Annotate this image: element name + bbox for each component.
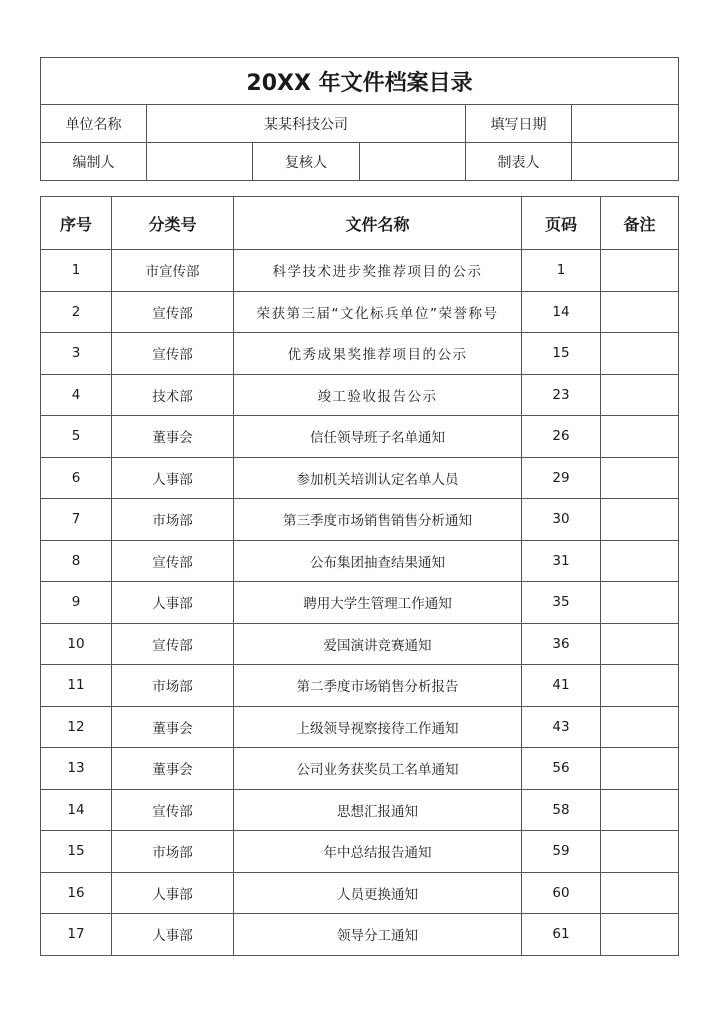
row-file-name: 参加机关培训认定名单人员 <box>234 457 522 499</box>
editor-value[interactable] <box>147 143 253 181</box>
row-category: 技术部 <box>112 374 234 416</box>
row-file-name: 第二季度市场销售分析报告 <box>234 665 522 707</box>
editor-label: 编制人 <box>41 143 147 181</box>
table-row <box>41 333 679 375</box>
table-row <box>41 706 679 748</box>
row-note[interactable] <box>601 623 679 665</box>
row-file-name: 聘用大学生管理工作通知 <box>234 582 522 624</box>
row-category: 人事部 <box>112 457 234 499</box>
row-page: 30 <box>522 499 601 541</box>
table-row <box>41 872 679 914</box>
row-page: 1 <box>522 250 601 292</box>
row-file-name: 竣工验收报告公示 <box>234 374 522 416</box>
row-note[interactable] <box>601 789 679 831</box>
row-category: 宣传部 <box>112 623 234 665</box>
row-category: 董事会 <box>112 416 234 458</box>
row-page: 59 <box>522 831 601 873</box>
row-file-name: 人员更换通知 <box>234 872 522 914</box>
row-page: 14 <box>522 291 601 333</box>
table-row <box>41 748 679 790</box>
table-row <box>41 416 679 458</box>
table-row <box>41 499 679 541</box>
column-header-file-name: 文件名称 <box>234 197 522 250</box>
file-catalog-table <box>40 196 679 956</box>
column-header-category: 分类号 <box>112 197 234 250</box>
table-row <box>41 665 679 707</box>
row-page: 60 <box>522 872 601 914</box>
row-file-name: 优秀成果奖推荐项目的公示 <box>234 333 522 375</box>
maker-value[interactable] <box>572 143 679 181</box>
row-file-name: 科学技术进步奖推荐项目的公示 <box>234 250 522 292</box>
row-category: 市宣传部 <box>112 250 234 292</box>
row-note[interactable] <box>601 831 679 873</box>
row-note[interactable] <box>601 706 679 748</box>
table-row <box>41 789 679 831</box>
row-note[interactable] <box>601 748 679 790</box>
maker-label: 制表人 <box>466 143 572 181</box>
table-row <box>41 374 679 416</box>
row-page: 23 <box>522 374 601 416</box>
row-category: 市场部 <box>112 831 234 873</box>
table-row <box>41 457 679 499</box>
header-info-table <box>40 57 679 181</box>
row-category: 宣传部 <box>112 540 234 582</box>
row-note[interactable] <box>601 291 679 333</box>
row-number: 6 <box>41 457 112 499</box>
row-page: 15 <box>522 333 601 375</box>
row-page: 29 <box>522 457 601 499</box>
row-page: 26 <box>522 416 601 458</box>
table-row <box>41 540 679 582</box>
table-row <box>41 291 679 333</box>
row-number: 11 <box>41 665 112 707</box>
row-category: 人事部 <box>112 582 234 624</box>
table-row <box>41 914 679 956</box>
row-file-name: 荣获第三届“文化标兵单位”荣誉称号 <box>234 291 522 333</box>
row-category: 市场部 <box>112 665 234 707</box>
row-file-name: 第三季度市场销售销售分析通知 <box>234 499 522 541</box>
column-header-page: 页码 <box>522 197 601 250</box>
row-category: 人事部 <box>112 872 234 914</box>
unit-name-value[interactable]: 某某科技公司 <box>147 105 466 143</box>
table-row <box>41 582 679 624</box>
row-note[interactable] <box>601 416 679 458</box>
row-number: 5 <box>41 416 112 458</box>
row-category: 市场部 <box>112 499 234 541</box>
row-file-name: 年中总结报告通知 <box>234 831 522 873</box>
row-file-name: 公司业务获奖员工名单通知 <box>234 748 522 790</box>
row-number: 2 <box>41 291 112 333</box>
row-number: 8 <box>41 540 112 582</box>
column-header-no: 序号 <box>41 197 112 250</box>
table-header-row <box>41 197 679 250</box>
row-number: 12 <box>41 706 112 748</box>
row-file-name: 领导分工通知 <box>234 914 522 956</box>
row-note[interactable] <box>601 374 679 416</box>
row-page: 43 <box>522 706 601 748</box>
row-note[interactable] <box>601 250 679 292</box>
row-number: 10 <box>41 623 112 665</box>
row-number: 14 <box>41 789 112 831</box>
fill-date-value[interactable] <box>572 105 679 143</box>
column-header-note: 备注 <box>601 197 679 250</box>
fill-date-label: 填写日期 <box>466 105 572 143</box>
row-page: 41 <box>522 665 601 707</box>
row-note[interactable] <box>601 582 679 624</box>
row-page: 58 <box>522 789 601 831</box>
row-page: 36 <box>522 623 601 665</box>
row-number: 16 <box>41 872 112 914</box>
row-category: 宣传部 <box>112 789 234 831</box>
row-category: 宣传部 <box>112 333 234 375</box>
row-file-name: 爱国演讲竞赛通知 <box>234 623 522 665</box>
table-row <box>41 831 679 873</box>
row-page: 31 <box>522 540 601 582</box>
reviewer-value[interactable] <box>360 143 466 181</box>
row-note[interactable] <box>601 665 679 707</box>
row-number: 15 <box>41 831 112 873</box>
table-row <box>41 623 679 665</box>
row-number: 1 <box>41 250 112 292</box>
row-number: 17 <box>41 914 112 956</box>
row-category: 董事会 <box>112 748 234 790</box>
row-page: 61 <box>522 914 601 956</box>
row-note[interactable] <box>601 914 679 956</box>
row-number: 7 <box>41 499 112 541</box>
unit-name-label: 单位名称 <box>41 105 147 143</box>
row-note[interactable] <box>601 540 679 582</box>
row-page: 35 <box>522 582 601 624</box>
row-file-name: 思想汇报通知 <box>234 789 522 831</box>
row-number: 9 <box>41 582 112 624</box>
row-page: 56 <box>522 748 601 790</box>
row-number: 3 <box>41 333 112 375</box>
row-file-name: 信任领导班子名单通知 <box>234 416 522 458</box>
row-file-name: 上级领导视察接待工作通知 <box>234 706 522 748</box>
row-note[interactable] <box>601 872 679 914</box>
document-title: 20XX 年文件档案目录 <box>41 58 679 105</box>
row-note[interactable] <box>601 499 679 541</box>
reviewer-label: 复核人 <box>253 143 360 181</box>
row-note[interactable] <box>601 457 679 499</box>
row-note[interactable] <box>601 333 679 375</box>
row-file-name: 公布集团抽查结果通知 <box>234 540 522 582</box>
table-row <box>41 250 679 292</box>
row-number: 13 <box>41 748 112 790</box>
row-number: 4 <box>41 374 112 416</box>
row-category: 董事会 <box>112 706 234 748</box>
row-category: 人事部 <box>112 914 234 956</box>
row-category: 宣传部 <box>112 291 234 333</box>
